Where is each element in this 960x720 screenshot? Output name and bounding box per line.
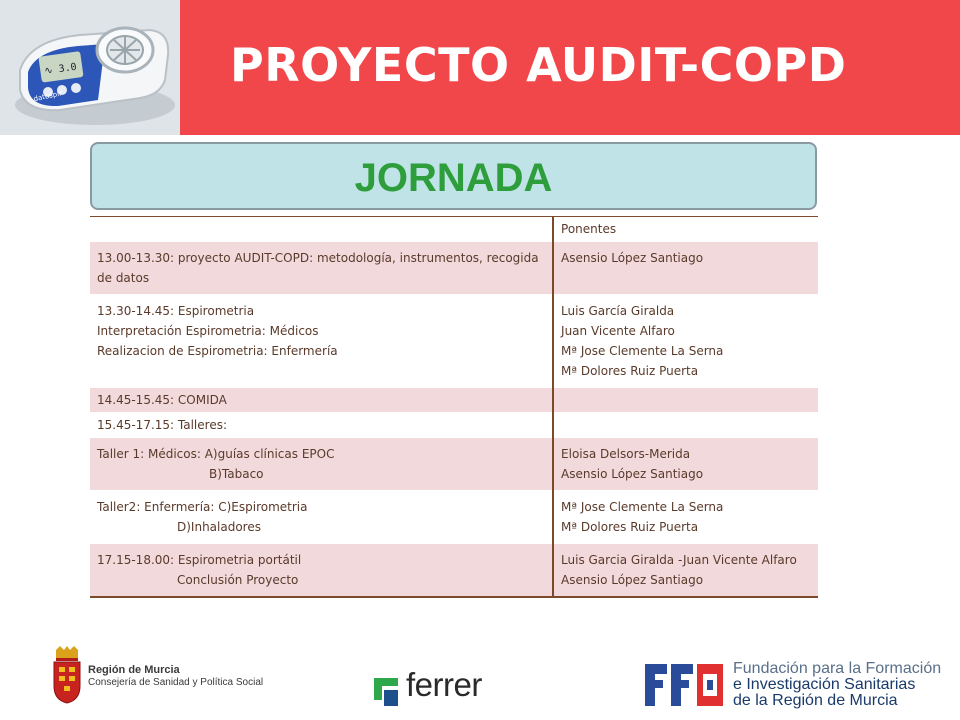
speaker-name: Eloisa Delsors-Merida <box>561 447 691 461</box>
activity-line: 13.00-13.30: proyecto AUDIT-COPD: metodología, instrumentos, recogida <box>97 251 539 265</box>
schedule-table <box>90 217 818 598</box>
table-row <box>90 438 818 491</box>
speaker-name: Mª Dolores Ruiz Puerta <box>561 520 699 534</box>
jornada-title: JORNADA <box>354 156 553 200</box>
speaker-name: Mª Jose Clemente La Serna <box>561 344 724 358</box>
murcia-logo <box>50 646 264 706</box>
ferrer-logo <box>370 666 490 712</box>
table-header-speakers: Ponentes <box>553 217 818 242</box>
ffis-line1: Fundación para la Formación <box>733 660 942 677</box>
activity-line: 14.45-15.45: COMIDA <box>97 393 227 407</box>
activity-line: Realizacion de Espirometria: Enfermería <box>97 344 338 358</box>
murcia-line1: Región de Murcia <box>88 664 180 676</box>
activity-line: 15.45-17.15: Talleres: <box>97 418 227 432</box>
activity-cell <box>90 242 553 295</box>
ffis-line2: e Investigación Sanitarias <box>733 676 916 693</box>
ffis-line3: de la Región de Murcia <box>733 692 898 709</box>
speaker-name: Mª Jose Clemente La Serna <box>561 500 724 514</box>
speaker-name: Asensio López Santiago <box>561 467 704 481</box>
table-row <box>90 295 818 388</box>
activity-line: de datos <box>97 271 150 285</box>
activity-cell <box>90 413 553 438</box>
activity-line: Conclusión Proyecto <box>177 573 299 587</box>
activity-line: 13.30-14.45: Espirometria <box>97 304 255 318</box>
speaker-name: Mª Dolores Ruiz Puerta <box>561 364 699 378</box>
ffis-logo-icon <box>645 660 725 710</box>
table-header-row <box>90 217 818 242</box>
activity-cell <box>90 544 553 598</box>
speakers-cell <box>553 413 818 438</box>
speakers-cell <box>553 295 818 388</box>
activity-line: D)Inhaladores <box>177 520 261 534</box>
speakers-cell <box>553 242 818 295</box>
speaker-name: Luis García Giralda <box>561 304 675 318</box>
table-row <box>90 544 818 598</box>
spirometer-icon <box>0 0 180 135</box>
murcia-line2: Consejería de Sanidad y Política Social <box>88 677 264 688</box>
ferrer-logo-icon <box>370 672 402 708</box>
speaker-name: Luis Garcia Giralda -Juan Vicente Alfaro <box>561 553 797 567</box>
activity-line: Taller2: Enfermería: C)Espirometria <box>97 500 308 514</box>
activity-line: Interpretación Espirometria: Médicos <box>97 324 319 338</box>
murcia-coat-of-arms-icon <box>50 646 84 704</box>
device-brand-label: datospir <box>32 89 63 104</box>
table-row <box>90 491 818 544</box>
table-header-activity <box>90 217 553 242</box>
speakers-cell <box>553 544 818 598</box>
table-row <box>90 242 818 295</box>
speakers-cell <box>553 388 818 413</box>
speakers-cell <box>553 438 818 491</box>
activity-cell <box>90 388 553 413</box>
ferrer-word: ferrer <box>406 666 482 703</box>
speakers-cell <box>553 491 818 544</box>
activity-cell <box>90 295 553 388</box>
jornada-banner <box>90 142 817 210</box>
svg-text:∿ 3.0: ∿ 3.0 <box>43 61 78 78</box>
speaker-name: Juan Vicente Alfaro <box>561 324 675 338</box>
activity-line: Taller 1: Médicos: A)guías clínicas EPOC <box>97 447 335 461</box>
speaker-name: Asensio López Santiago <box>561 573 704 587</box>
activity-line: 17.15-18.00: Espirometria portátil <box>97 553 302 567</box>
speaker-name: Asensio López Santiago <box>561 251 704 265</box>
spirometer-photo <box>0 0 180 135</box>
activity-cell <box>90 491 553 544</box>
activity-line: B)Tabaco <box>209 467 264 481</box>
header-band <box>180 0 960 135</box>
table-row <box>90 388 818 413</box>
ffis-logo <box>645 660 945 710</box>
table-row <box>90 413 818 438</box>
page-title: PROYECTO AUDIT-COPD <box>230 38 847 92</box>
activity-cell <box>90 438 553 491</box>
